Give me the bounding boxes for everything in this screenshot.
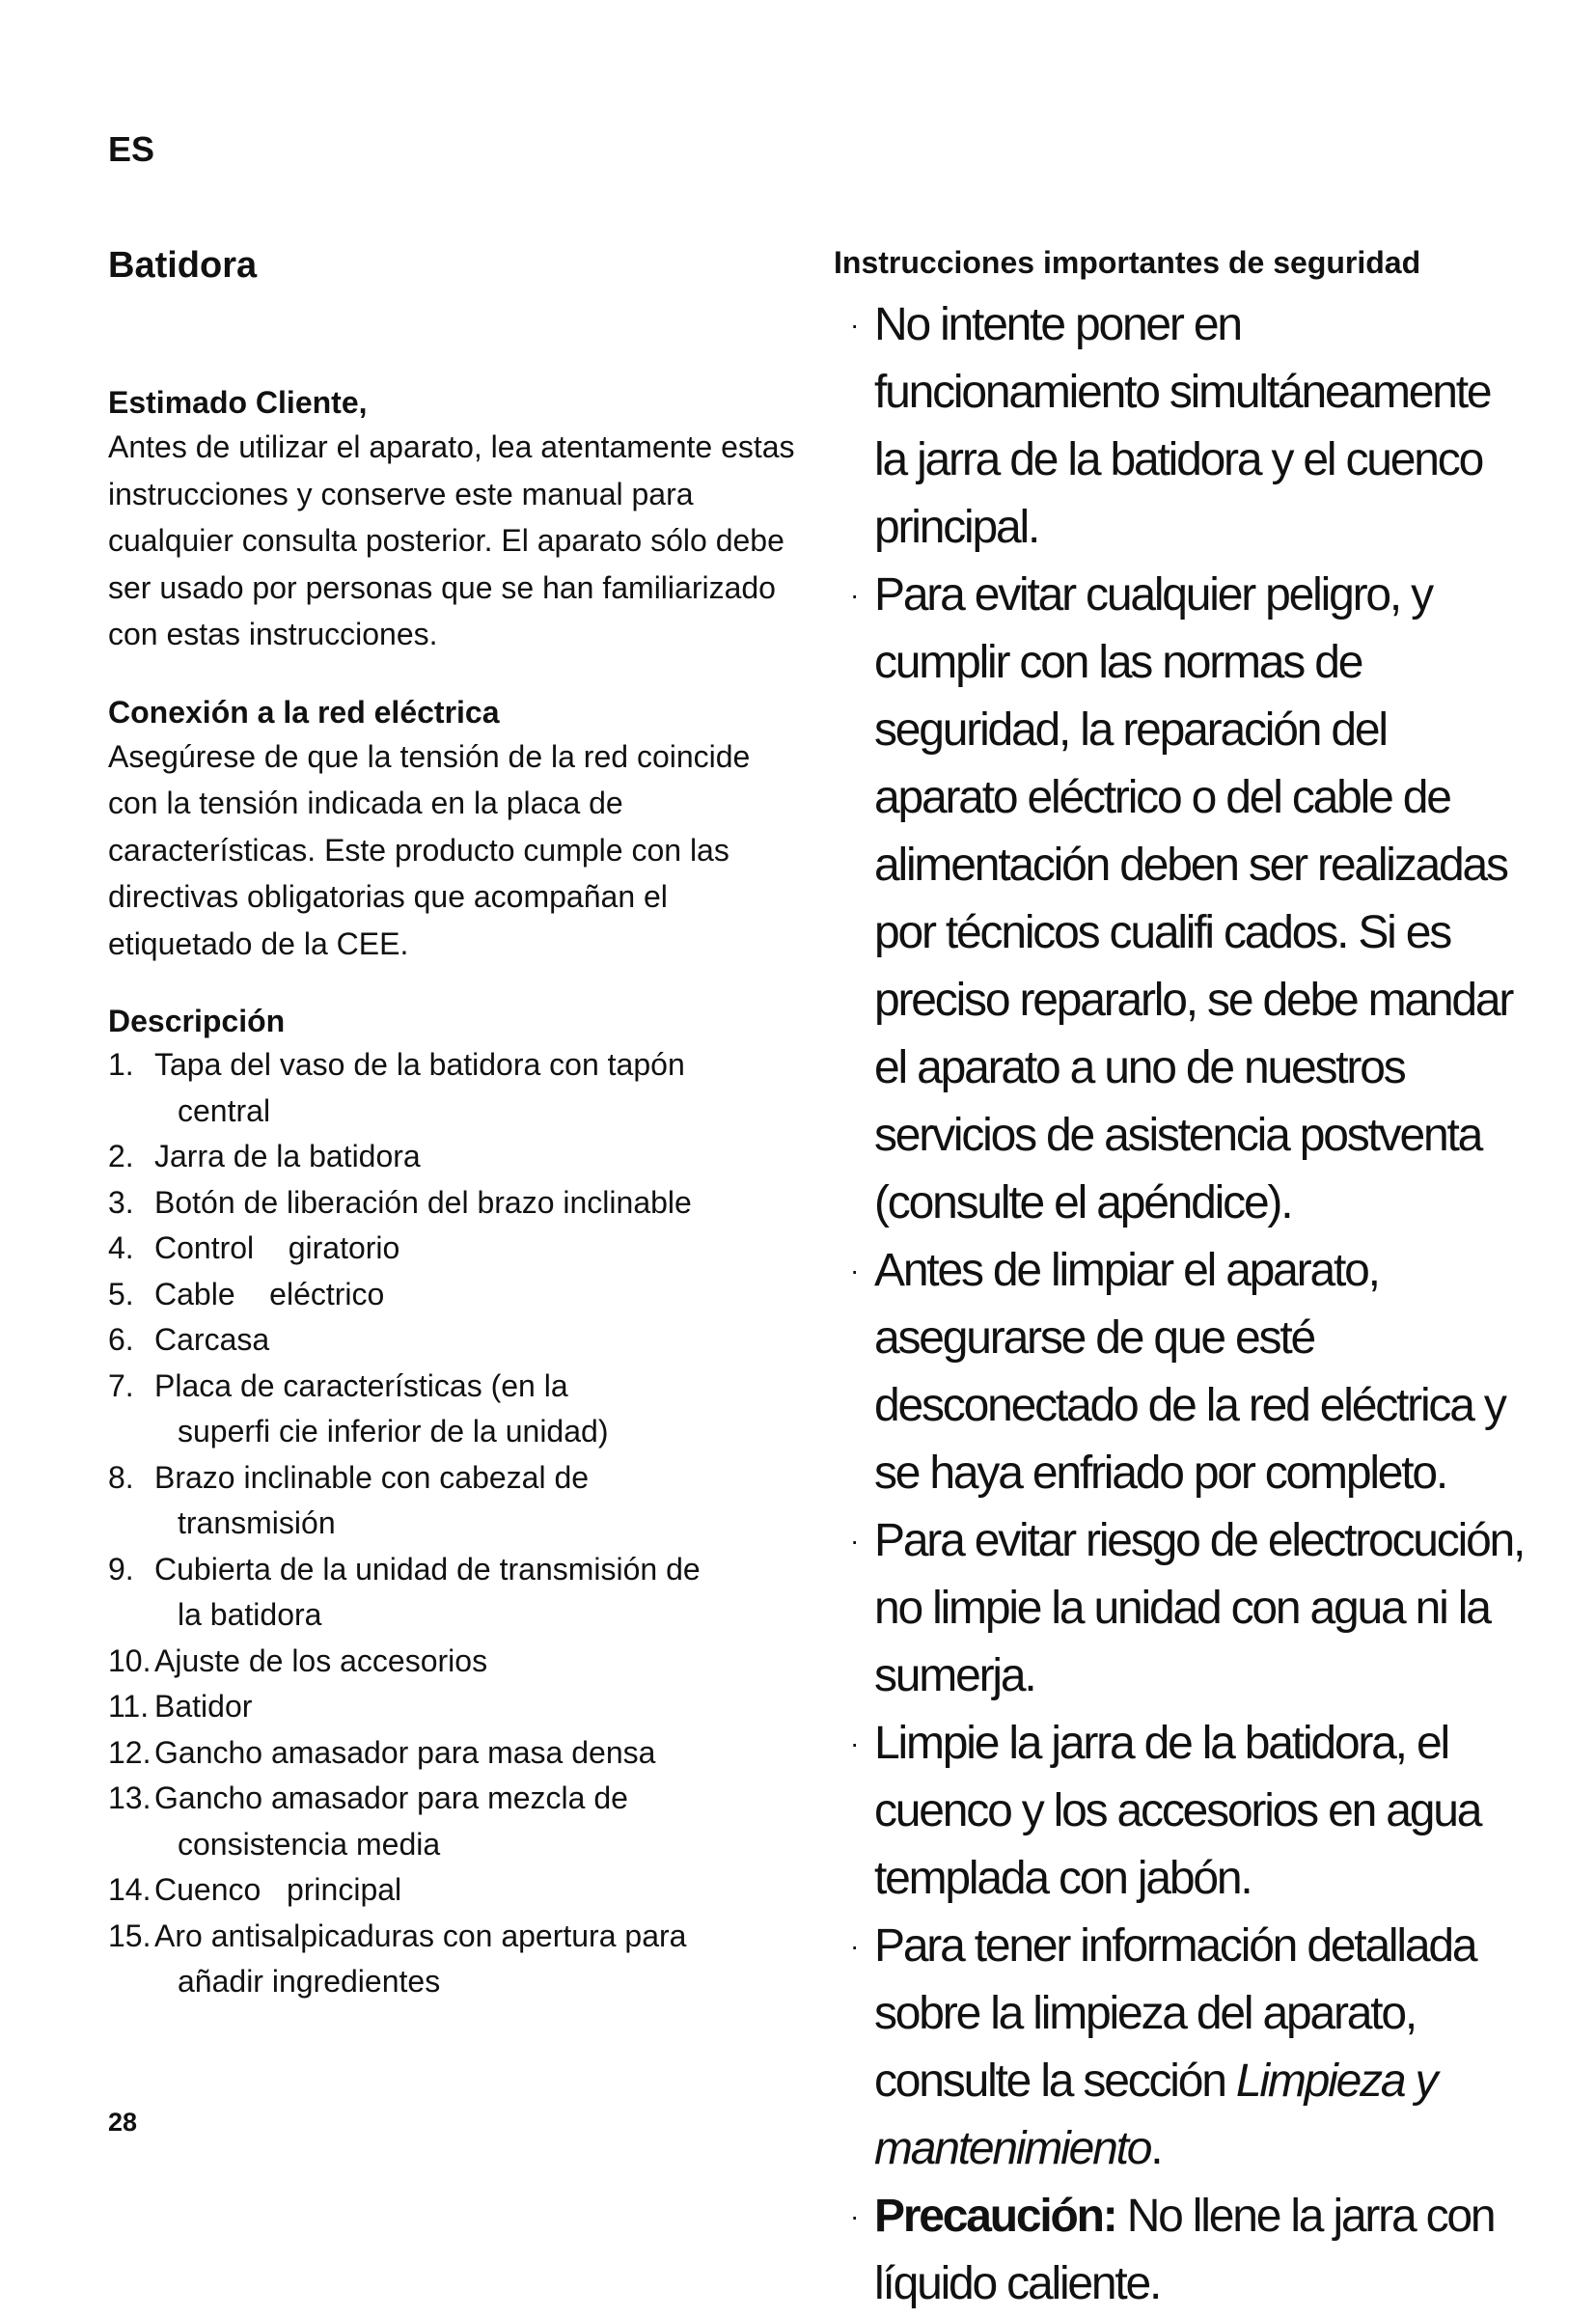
description-item-text: Cuenco principal <box>154 1872 402 1907</box>
description-item <box>108 1134 803 1180</box>
description-item-number: 3. <box>108 1184 134 1220</box>
bullet-icon: · <box>850 1931 858 1961</box>
safety-item-text: Para evitar riesgo de electrocución, no limpie la unidad con agua ni la sumerja. <box>874 1515 1525 1701</box>
bullet-icon: · <box>850 2201 858 2231</box>
safety-list <box>834 291 1528 2318</box>
description-item-text: Gancho amasador para masa densa <box>154 1734 656 1770</box>
description-item-number: 14. <box>108 1872 151 1907</box>
description-item-number: 11. <box>108 1689 150 1724</box>
description-item <box>108 1639 803 1685</box>
description-item-number: 15. <box>108 1918 151 1953</box>
description-item-text: Botón de liberación del brazo inclinable <box>154 1184 692 1220</box>
safety-item <box>834 2183 1528 2318</box>
safety-item <box>834 291 1528 562</box>
safety-item <box>834 1507 1528 1710</box>
safety-item-text: Limpie la jarra de la batidora, el cuenco y los accesorios en agua templada con jabón. <box>874 1718 1481 1904</box>
description-item-text: Brazo inclinable con cabezal de <box>154 1459 590 1495</box>
description-item-text: Jarra de la batidora <box>154 1139 421 1173</box>
safety-item <box>834 1237 1528 1507</box>
description-item <box>108 1364 803 1455</box>
description-item-number: 2. <box>108 1139 134 1173</box>
section-text-customer: Antes de utilizar el aparato, lea atentamente estas instrucciones y conserve este manual para cualquier consulta posterior. El aparato sólo debe ser usado por personas que se han familiarizado con estas instrucciones. <box>108 429 795 651</box>
warning-label: Precaución: <box>874 2191 1116 2242</box>
description-item-text: Control giratorio <box>154 1230 400 1265</box>
description-item-text: Carcasa <box>154 1322 270 1357</box>
description-item-number: 10. <box>108 1642 151 1678</box>
description-item-number: 4. <box>108 1230 134 1265</box>
description-item-number: 1. <box>108 1047 134 1082</box>
safety-item <box>834 562 1528 1237</box>
safety-item-text: Para tener información detallada sobre la limpieza del aparato, consulte la sección Limpieza y mantenimiento. <box>874 1920 1476 2174</box>
description-item <box>108 1317 803 1364</box>
description-item <box>108 1226 803 1272</box>
section-text-power: Asegúrese de que la tensión de la red coincide con la tensión indicada en la placa de características. Este producto cumple con las directivas obligatorias que acompañan el etiquetado de la CEE. <box>108 738 751 961</box>
description-item-number: 13. <box>108 1780 151 1815</box>
section-heading-description: Descripción <box>108 1004 286 1038</box>
bullet-icon: · <box>850 1256 858 1285</box>
description-item <box>108 1180 803 1227</box>
description-item-text: Ajuste de los accesorios <box>154 1642 488 1678</box>
description-item-number: 5. <box>108 1276 134 1311</box>
page-number: 28 <box>108 2108 138 2137</box>
section-reference: Limpieza y mantenimiento <box>874 2056 1437 2174</box>
safety-item-text: Antes de limpiar el aparato, asegurarse de que esté desconectado de la red eléctrica y se haya enfriado por completo. <box>874 1245 1505 1499</box>
description-item-continuation: central <box>178 1092 271 1128</box>
safety-item-text: Para evitar cualquier peligro, y cumplir con las normas de seguridad, la reparación del aparato eléctrico o del cable de alimentación deben ser realizadas por técnicos cualifi cados. Si es preciso repararlo, se debe mandar el aparato a uno de nuestros servicios de asistencia postventa (consulte el apéndice). <box>874 569 1513 1228</box>
description-item-continuation: consistencia media <box>178 1826 441 1862</box>
description-item-continuation: transmisión <box>178 1505 336 1540</box>
description-item <box>108 1042 803 1134</box>
description-item-number: 8. <box>108 1459 134 1495</box>
bullet-icon: · <box>850 1728 858 1758</box>
description-item-continuation: la batidora <box>178 1597 322 1632</box>
bullet-icon: · <box>850 1526 858 1556</box>
safety-heading: Instrucciones importantes de seguridad <box>834 245 1421 280</box>
language-code: ES <box>108 129 155 169</box>
description-item <box>108 1272 803 1318</box>
safety-item-text: No intente poner en funcionamiento simultáneamente la jarra de la batidora y el cuenco principal. <box>874 299 1491 553</box>
bullet-icon: · <box>850 580 858 610</box>
description-item-number: 7. <box>108 1367 134 1403</box>
description-item-text: Placa de características (en la <box>154 1367 568 1403</box>
description-item-number: 9. <box>108 1551 134 1587</box>
description-item-text: Gancho amasador para mezcla de <box>154 1780 628 1815</box>
bullet-icon: · <box>850 310 858 340</box>
left-column <box>108 241 803 2005</box>
description-item-continuation: superfi cie inferior de la unidad) <box>178 1414 609 1449</box>
description-item <box>108 1914 803 2005</box>
description-item-text: Batidor <box>154 1689 253 1724</box>
description-item <box>108 1730 803 1777</box>
description-list <box>108 1042 803 2005</box>
description-item-text: Cable eléctrico <box>154 1276 385 1311</box>
description-item <box>108 1776 803 1867</box>
description-item <box>108 1684 803 1730</box>
description-item <box>108 1455 803 1547</box>
description-item <box>108 1867 803 1914</box>
description-item-continuation: añadir ingredientes <box>178 1964 441 1999</box>
safety-item <box>834 1913 1528 2183</box>
right-column <box>834 239 1528 2318</box>
section-heading-power: Conexión a la red eléctrica <box>108 694 500 730</box>
description-item-number: 12. <box>108 1734 151 1770</box>
safety-item-text: Precaución: No llene la jarra con líquido caliente. <box>874 2191 1495 2309</box>
page-title: Batidora <box>108 245 258 286</box>
section-heading-customer: Estimado Cliente, <box>108 385 368 420</box>
safety-item <box>834 1710 1528 1913</box>
description-item-number: 6. <box>108 1322 134 1357</box>
description-item-text: Aro antisalpicaduras con apertura para <box>154 1918 687 1953</box>
description-item <box>108 1547 803 1639</box>
description-item-text: Tapa del vaso de la batidora con tapón <box>154 1047 685 1082</box>
description-item-text: Cubierta de la unidad de transmisión de <box>154 1551 701 1587</box>
